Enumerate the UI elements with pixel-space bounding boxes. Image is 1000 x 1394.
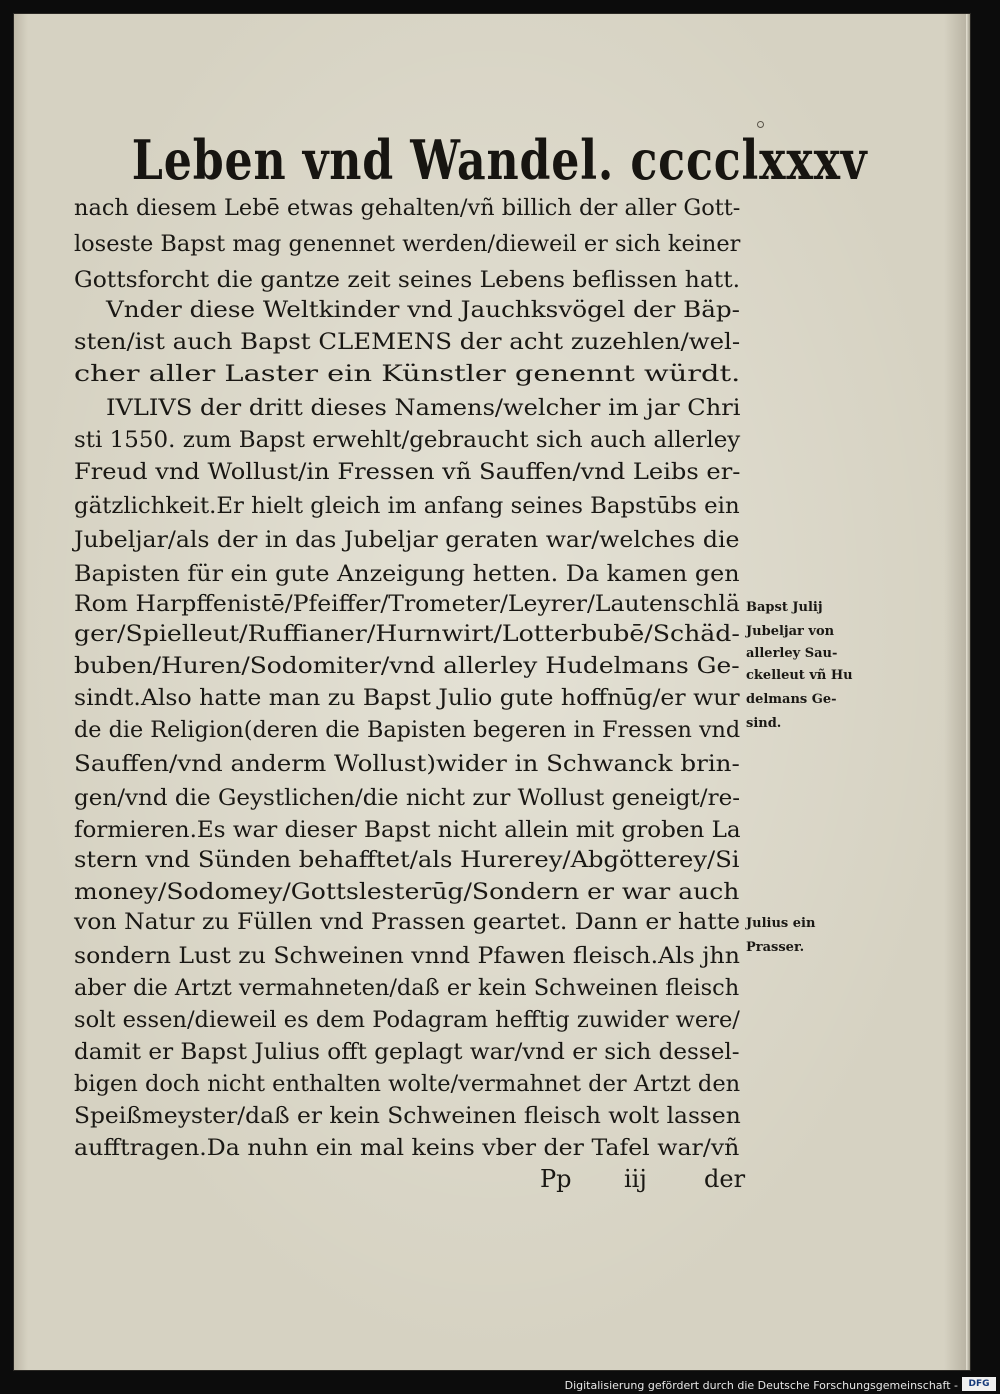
signature-mark: Pp — [540, 1165, 572, 1193]
margin-note-line: Julius ein — [746, 916, 816, 931]
text-line: loseste Bapst mag genennet werden/dieweil er sich keiner — [74, 232, 741, 257]
text-line: solt essen/dieweil es dem Podagram hefftig zuwider were/ — [74, 1008, 740, 1033]
text-line: Rom Harpffenistē/Pfeiffer/Trometer/Leyrer/Lautenschlä — [74, 592, 740, 617]
text-line: formieren.Es war dieser Bapst nicht allein mit groben La — [74, 818, 741, 843]
text-line: de die Religion(deren die Bapisten begeren in Fressen vnd — [74, 718, 741, 743]
margin-note-line: allerley Sau- — [746, 646, 838, 661]
margin-note-line: Bapst Julij — [746, 600, 823, 615]
text-line: nach diesem Lebē etwas gehalten/vñ billich der aller Gott- — [74, 196, 741, 221]
text-line: Speißmeyster/daß er kein Schweinen fleisch wolt lassen — [74, 1104, 741, 1129]
text-line: aufftragen.Da nuhn ein mal keins vber der Tafel war/vñ — [74, 1136, 740, 1161]
text-line: gätzlichkeit.Er hielt gleich im anfang seines Bapstūbs ein — [74, 494, 740, 519]
margin-note-line: delmans Ge- — [746, 692, 837, 707]
text-line: bigen doch nicht enthalten wolte/vermahnet der Artzt den — [74, 1072, 741, 1097]
text-line: sindt.Also hatte man zu Bapst Julio gute hoffnūg/er wur — [74, 686, 740, 711]
text-line: Bapisten für ein gute Anzeigung hetten. Da kamen gen — [74, 562, 740, 587]
text-line: gen/vnd die Geystlichen/die nicht zur Wollust geneigt/re- — [74, 786, 741, 811]
signature-number: iij — [624, 1165, 647, 1193]
text-line: stern vnd Sünden behafftet/als Hurerey/Abgötterey/Si — [74, 848, 740, 873]
dfg-logo-text: DFG — [968, 1379, 990, 1389]
text-line: sondern Lust zu Schweinen vnnd Pfawen fleisch.Als jhn — [74, 944, 740, 969]
page-edge — [966, 14, 970, 1370]
signature-line — [540, 1165, 746, 1197]
running-head-text: Leben vnd Wandel. cccclxxxv — [132, 128, 868, 192]
catchword: der — [704, 1165, 746, 1193]
text-line: Jubeljar/als der in das Jubeljar geraten war/welches die — [74, 528, 740, 553]
footer-bar — [564, 1372, 1000, 1394]
margin-note-line: sind. — [746, 716, 782, 731]
funding-notice: Digitalisierung gefördert durch die Deutsche Forschungsgemeinschaft - — [564, 1379, 958, 1392]
text-line: Sauffen/vnd anderm Wollust)wider in Schwanck brin- — [74, 752, 740, 777]
text-line: IVLIVS der dritt dieses Namens/welcher im jar Chri — [106, 396, 741, 421]
text-line: buben/Huren/Sodomiter/vnd allerley Hudelmans Ge- — [74, 654, 740, 679]
paper-spot — [757, 121, 764, 128]
text-line: cher aller Laster ein Künstler genennt würdt. — [74, 362, 741, 387]
text-line: money/Sodomey/Gottslesterūg/Sondern er war auch — [74, 880, 740, 905]
text-line: ger/Spielleut/Ruffianer/Hurnwirt/Lotterbubē/Schäd- — [74, 622, 740, 647]
text-line: Gottsforcht die gantze zeit seines Lebens beflissen hatt. — [74, 268, 741, 293]
text-line: sten/ist auch Bapst CLEMENS der acht zuzehlen/wel- — [74, 330, 741, 355]
text-line: sti 1550. zum Bapst erwehlt/gebraucht sich auch allerley — [74, 428, 741, 453]
running-head — [0, 128, 1000, 192]
text-line: Vnder diese Weltkinder vnd Jauchksvögel der Bäp- — [106, 298, 741, 323]
margin-note-line: Prasser. — [746, 940, 805, 955]
text-line: damit er Bapst Julius offt geplagt war/vnd er sich dessel- — [74, 1040, 740, 1065]
text-line: von Natur zu Füllen vnd Prassen geartet. Dann er hatte — [74, 910, 741, 935]
margin-note-line: ckelleut vñ Hu — [746, 668, 853, 683]
dfg-logo — [962, 1377, 996, 1391]
text-line: aber die Artzt vermahneten/daß er kein Schweinen fleisch — [74, 976, 740, 1001]
margin-note-line: Jubeljar von — [746, 624, 835, 639]
text-line: Freud vnd Wollust/in Fressen vñ Sauffen/vnd Leibs er- — [74, 460, 741, 485]
